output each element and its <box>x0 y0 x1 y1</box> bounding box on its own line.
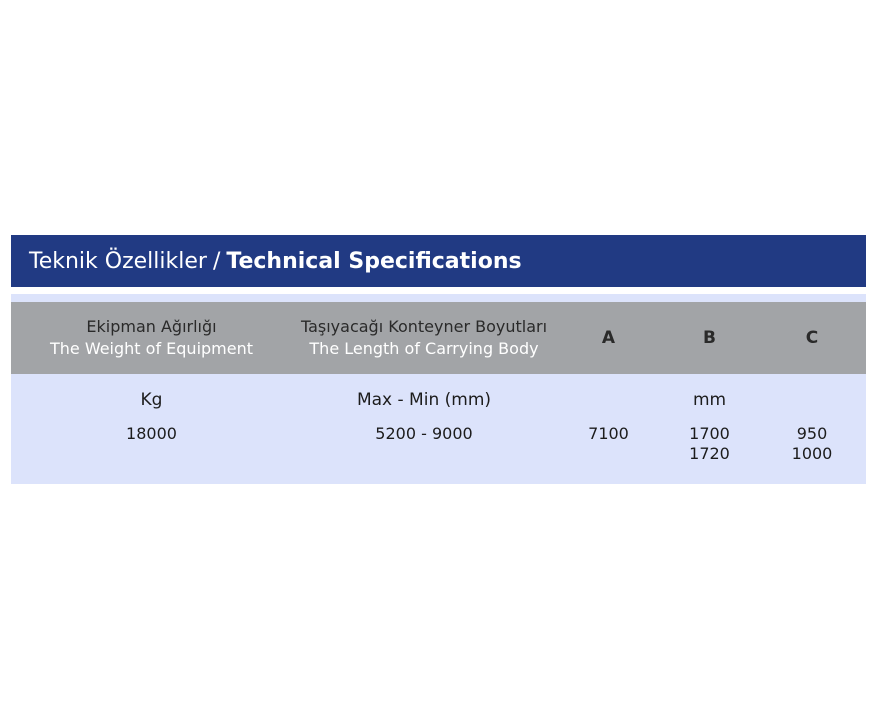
unit-length: Max - Min (mm) <box>356 390 492 410</box>
unit-a-empty <box>556 390 661 418</box>
title-bar <box>11 235 866 287</box>
value-weight: 18000 <box>126 424 177 443</box>
technical-specifications-panel <box>11 235 866 484</box>
unit-c-empty <box>758 390 866 418</box>
value-c <box>758 424 866 464</box>
table-row <box>11 418 866 464</box>
table-body <box>11 374 866 484</box>
value-length: 5200 - 9000 <box>375 424 473 443</box>
header-weight <box>11 316 292 360</box>
units-row <box>11 374 866 418</box>
value-b <box>661 424 758 464</box>
header-col-c: C <box>805 328 819 348</box>
divider-strip <box>11 294 866 302</box>
title-turkish: Teknik Özellikler <box>29 248 207 274</box>
value-c-1: 950 <box>796 424 828 443</box>
header-col-b: B <box>703 328 716 348</box>
header-length-tr: Taşıyacağı Konteyner Boyutları <box>300 317 548 336</box>
title-separator: / <box>212 248 221 274</box>
header-weight-en: The Weight of Equipment <box>49 339 254 358</box>
header-col-a: A <box>601 328 616 348</box>
header-length-en: The Length of Carrying Body <box>309 339 539 358</box>
unit-weight: Kg <box>140 390 163 410</box>
title-english: Technical Specifications <box>226 248 522 274</box>
table-header <box>11 302 866 374</box>
header-length <box>292 316 556 360</box>
value-b-1: 1700 <box>689 424 730 443</box>
header-weight-tr: Ekipman Ağırlığı <box>86 317 217 336</box>
value-c-2: 1000 <box>791 444 833 463</box>
unit-dims: mm <box>692 390 727 410</box>
value-a: 7100 <box>588 424 629 443</box>
value-b-2: 1720 <box>689 444 730 463</box>
